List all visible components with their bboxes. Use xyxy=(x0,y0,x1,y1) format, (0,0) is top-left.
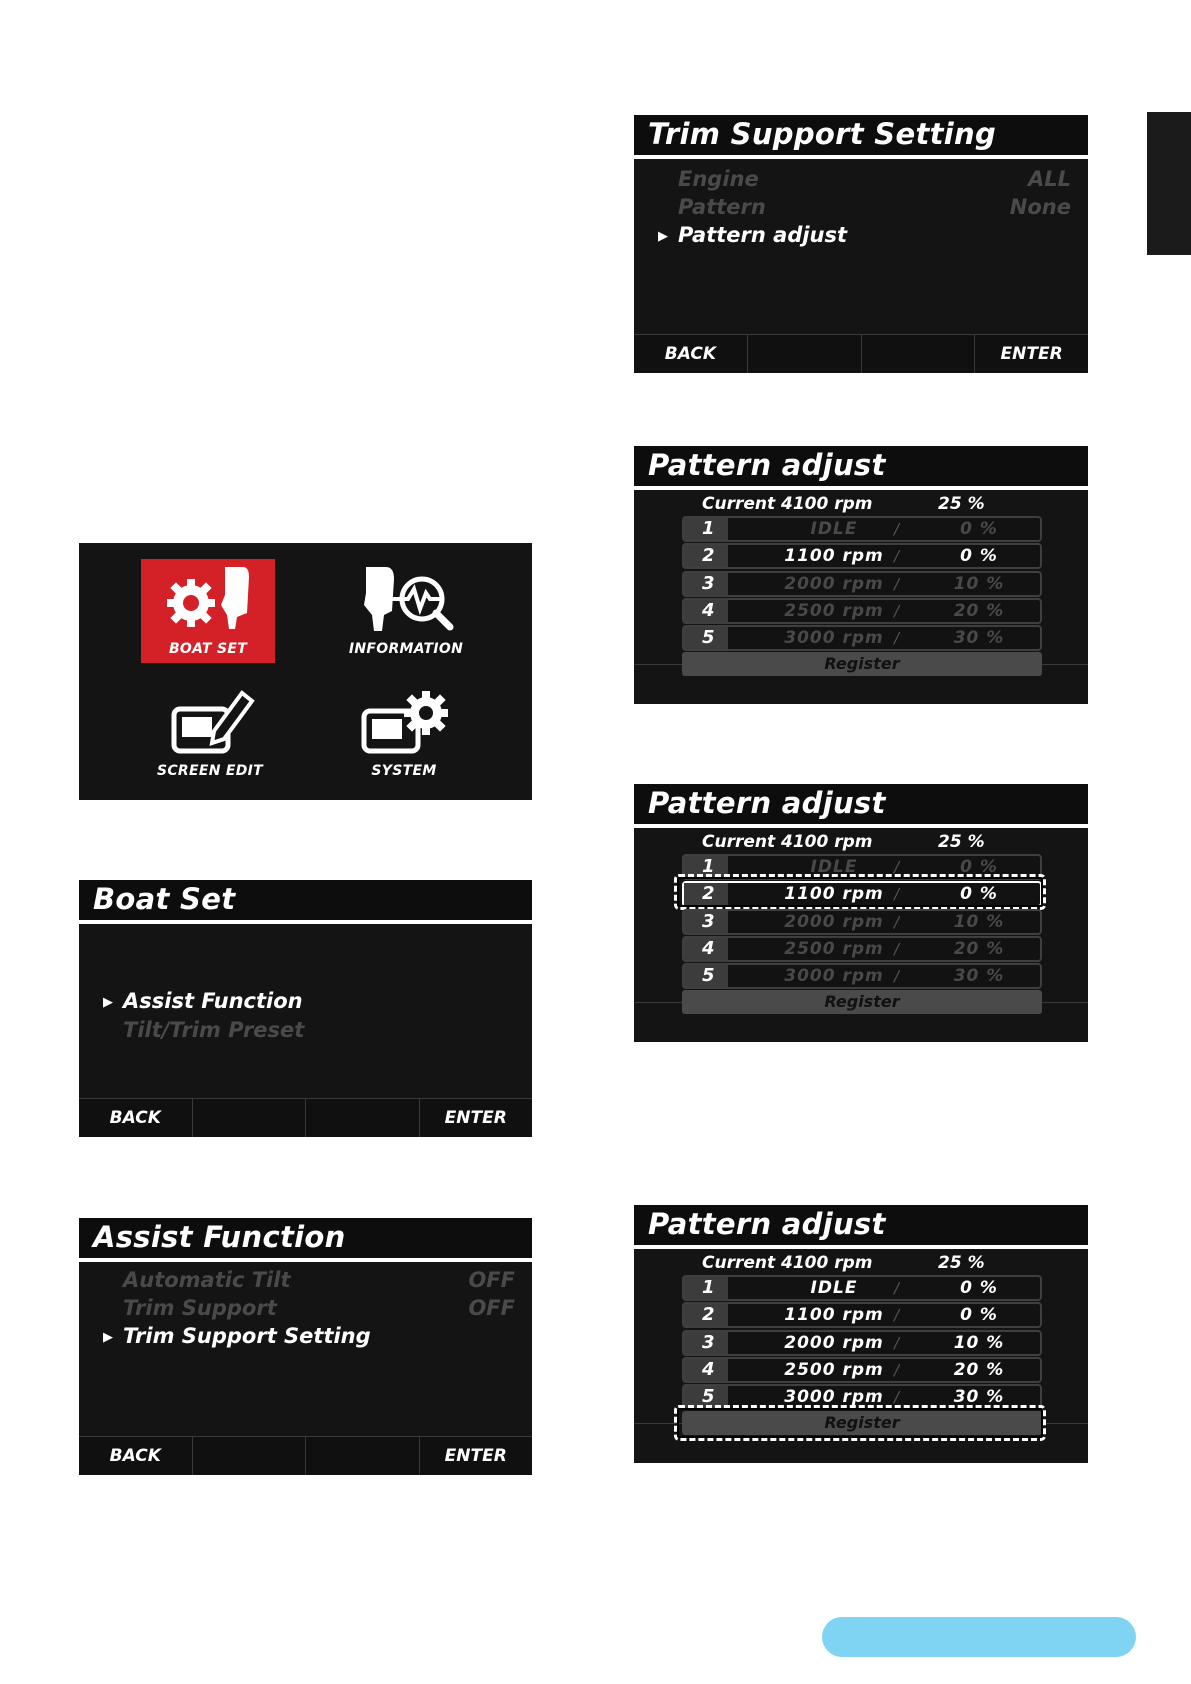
pattern-adjust-screen-3 xyxy=(634,1205,1088,1463)
row-percent: 10 % xyxy=(953,1333,1005,1353)
row-percent: 20 % xyxy=(953,939,1005,959)
chapter-tab xyxy=(1147,112,1191,255)
row-rpm: 3000 rpm xyxy=(784,1387,884,1407)
softkey-2[interactable] xyxy=(748,335,862,373)
row-divider: / xyxy=(894,1361,900,1379)
pattern-row-4[interactable] xyxy=(682,936,1042,962)
title-bar xyxy=(634,446,1088,490)
page-marker xyxy=(822,1617,1136,1657)
register-button[interactable]: Register xyxy=(682,652,1042,676)
pattern-row-4[interactable] xyxy=(682,1357,1042,1383)
row-rpm: 3000 rpm xyxy=(784,628,884,648)
current-rpm: Current 4100 rpm xyxy=(702,1253,873,1273)
pattern-row-1[interactable] xyxy=(682,1275,1042,1301)
row-rpm: 1100 rpm xyxy=(784,546,884,566)
menu-item-assist-function[interactable]: Assist Function xyxy=(123,989,303,1013)
row-percent: 0 % xyxy=(960,857,998,877)
boat-set-tile[interactable] xyxy=(141,559,275,663)
row-divider: / xyxy=(894,547,900,565)
enter-button[interactable]: ENTER xyxy=(444,1108,507,1128)
row-divider: / xyxy=(894,629,900,647)
menu-item-tilt-trim-preset[interactable]: Tilt/Trim Preset xyxy=(123,1018,305,1042)
pattern-row-1[interactable] xyxy=(682,516,1042,542)
row-number: 1 xyxy=(684,856,728,878)
row-rpm: 2500 rpm xyxy=(784,1360,884,1380)
screen-title: Pattern adjust xyxy=(648,786,886,820)
menu-item-engine[interactable]: Engine xyxy=(678,167,759,191)
pattern-row-2[interactable] xyxy=(682,1302,1042,1328)
automatic-tilt-value: OFF xyxy=(468,1268,515,1292)
row-number: 2 xyxy=(684,1304,728,1326)
pattern-row-2[interactable] xyxy=(682,543,1042,569)
title-bar xyxy=(79,880,532,924)
screen-edit-label: SCREEN EDIT xyxy=(156,763,264,779)
pattern-value: None xyxy=(1009,195,1071,219)
title-bar xyxy=(634,784,1088,828)
row-percent: 0 % xyxy=(960,519,998,539)
screen-title: Pattern adjust xyxy=(648,448,886,482)
softkey-3[interactable] xyxy=(306,1099,420,1137)
register-button[interactable]: Register xyxy=(682,1411,1042,1435)
row-rpm: 2000 rpm xyxy=(784,912,884,932)
screen-title: Trim Support Setting xyxy=(648,117,997,151)
row-rpm: 1100 rpm xyxy=(784,1305,884,1325)
system-label: SYSTEM xyxy=(371,763,437,779)
menu-item-pattern-adjust[interactable]: Pattern adjust xyxy=(678,223,848,247)
title-bar xyxy=(634,115,1088,159)
back-button[interactable]: BACK xyxy=(79,1437,193,1475)
trim-support-value: OFF xyxy=(468,1296,515,1320)
row-number: 4 xyxy=(684,938,728,960)
current-percent: 25 % xyxy=(938,832,985,852)
row-number: 5 xyxy=(684,1386,728,1408)
row-percent: 30 % xyxy=(953,1387,1005,1407)
row-percent: 0 % xyxy=(960,546,998,566)
row-number: 5 xyxy=(684,627,728,649)
row-number: 3 xyxy=(684,911,728,933)
row-percent: 30 % xyxy=(953,966,1005,986)
row-rpm: 2000 rpm xyxy=(784,574,884,594)
row-divider: / xyxy=(894,1279,900,1297)
back-button[interactable]: BACK xyxy=(79,1099,193,1137)
register-button[interactable]: Register xyxy=(682,990,1042,1014)
softkey-2[interactable] xyxy=(193,1099,307,1137)
row-divider: / xyxy=(894,575,900,593)
row-divider: / xyxy=(894,913,900,931)
selection-arrow-icon: ▶ xyxy=(103,1330,113,1345)
pattern-row-5[interactable] xyxy=(682,963,1042,989)
information-label: INFORMATION xyxy=(348,641,464,657)
row-number: 1 xyxy=(684,1277,728,1299)
row-percent: 0 % xyxy=(960,1305,998,1325)
selection-arrow-icon: ▶ xyxy=(103,995,113,1010)
row-divider: / xyxy=(894,520,900,538)
home-menu-screen xyxy=(79,543,532,800)
system-tile[interactable] xyxy=(337,681,471,785)
row-divider: / xyxy=(894,1306,900,1324)
row-divider: / xyxy=(894,940,900,958)
softkey-bar xyxy=(634,334,1088,373)
gear-outboard-icon xyxy=(163,565,253,633)
enter-button[interactable]: ENTER xyxy=(444,1446,507,1466)
row-rpm: 1100 rpm xyxy=(784,884,884,904)
current-rpm: Current 4100 rpm xyxy=(702,832,873,852)
pattern-row-5[interactable] xyxy=(682,625,1042,651)
softkey-3[interactable] xyxy=(306,1437,420,1475)
title-bar xyxy=(634,1205,1088,1249)
menu-item-trim-support-setting[interactable]: Trim Support Setting xyxy=(123,1324,371,1348)
selection-highlight xyxy=(674,874,1046,910)
softkey-2[interactable] xyxy=(193,1437,307,1475)
current-percent: 25 % xyxy=(938,1253,985,1273)
row-percent: 10 % xyxy=(953,574,1005,594)
menu-item-trim-support[interactable]: Trim Support xyxy=(123,1296,277,1320)
softkey-bar xyxy=(79,1436,532,1475)
row-divider: / xyxy=(894,885,900,903)
back-button[interactable]: BACK xyxy=(634,335,748,373)
current-rpm: Current 4100 rpm xyxy=(702,494,873,514)
row-rpm: 3000 rpm xyxy=(784,966,884,986)
engine-value: ALL xyxy=(1027,167,1071,191)
screen-title: Assist Function xyxy=(93,1220,346,1254)
row-divider: / xyxy=(894,1334,900,1352)
row-rpm: IDLE xyxy=(810,519,858,539)
pattern-adjust-screen-1 xyxy=(634,446,1088,704)
row-divider: / xyxy=(894,602,900,620)
menu-item-pattern[interactable]: Pattern xyxy=(678,195,766,219)
row-number: 3 xyxy=(684,1332,728,1354)
row-number: 2 xyxy=(684,883,728,905)
trim-support-setting-screen xyxy=(634,115,1088,373)
row-rpm: 2000 rpm xyxy=(784,1333,884,1353)
row-number: 1 xyxy=(684,518,728,540)
row-rpm: 2500 rpm xyxy=(784,939,884,959)
information-tile[interactable] xyxy=(339,559,473,663)
boat-set-screen xyxy=(79,880,532,1137)
title-bar xyxy=(79,1218,532,1262)
row-divider: / xyxy=(894,967,900,985)
screen-edit-tile[interactable] xyxy=(143,681,277,785)
pattern-row-4[interactable] xyxy=(682,598,1042,624)
row-divider: / xyxy=(894,858,900,876)
row-percent: 20 % xyxy=(953,1360,1005,1380)
screen-title: Pattern adjust xyxy=(648,1207,886,1241)
menu-item-automatic-tilt[interactable]: Automatic Tilt xyxy=(123,1268,291,1292)
pattern-adjust-screen-2 xyxy=(634,784,1088,1042)
screen-gear-icon xyxy=(354,687,454,757)
selection-arrow-icon: ▶ xyxy=(658,229,668,244)
row-percent: 20 % xyxy=(953,601,1005,621)
outboard-diagnostic-icon xyxy=(356,565,456,635)
row-rpm: IDLE xyxy=(810,857,858,877)
current-percent: 25 % xyxy=(938,494,985,514)
row-number: 5 xyxy=(684,965,728,987)
row-divider: / xyxy=(894,1388,900,1406)
row-number: 4 xyxy=(684,1359,728,1381)
pattern-row-3[interactable] xyxy=(682,1330,1042,1356)
selection-highlight xyxy=(674,1405,1046,1441)
pattern-row-3[interactable] xyxy=(682,571,1042,597)
enter-button[interactable]: ENTER xyxy=(1000,344,1063,364)
boat-set-label: BOAT SET xyxy=(168,641,248,657)
screen-title: Boat Set xyxy=(93,882,236,916)
row-percent: 30 % xyxy=(953,628,1005,648)
row-percent: 0 % xyxy=(960,1278,998,1298)
row-number: 3 xyxy=(684,573,728,595)
row-number: 2 xyxy=(684,545,728,567)
softkey-bar xyxy=(79,1098,532,1137)
screen-pencil-icon xyxy=(162,687,258,757)
softkey-3[interactable] xyxy=(862,335,976,373)
row-rpm: IDLE xyxy=(810,1278,858,1298)
pattern-row-3[interactable] xyxy=(682,909,1042,935)
row-percent: 0 % xyxy=(960,884,998,904)
row-rpm: 2500 rpm xyxy=(784,601,884,621)
row-number: 4 xyxy=(684,600,728,622)
assist-function-screen xyxy=(79,1218,532,1475)
row-percent: 10 % xyxy=(953,912,1005,932)
